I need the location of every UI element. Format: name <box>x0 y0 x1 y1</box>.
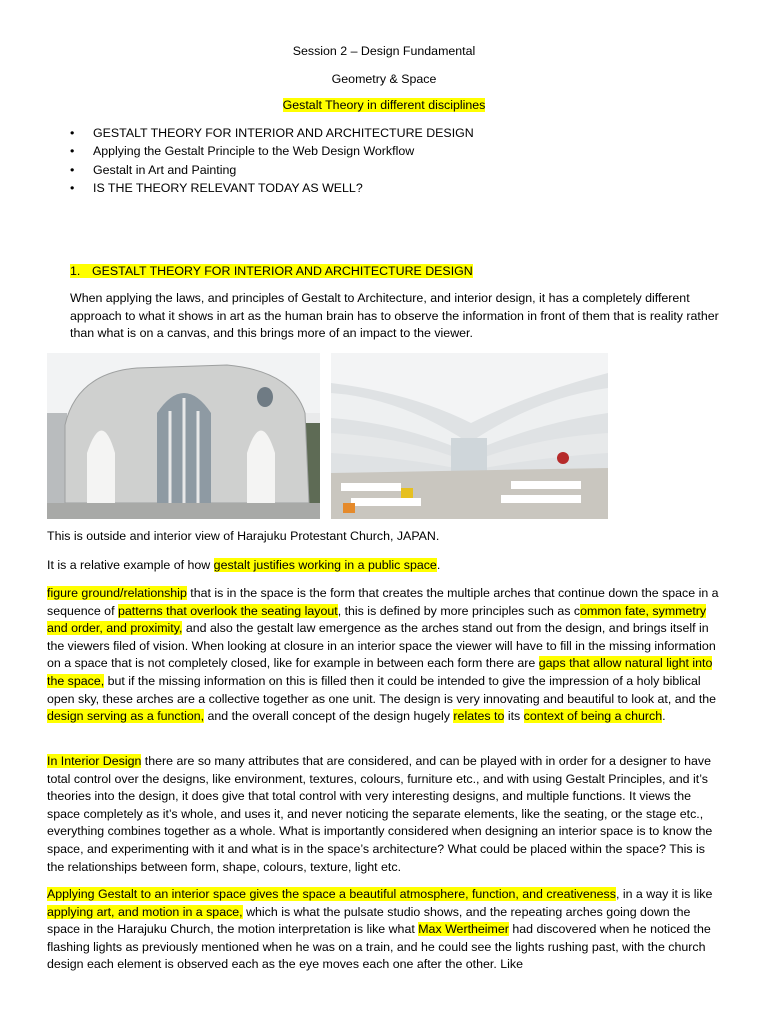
session-title: Session 2 – Design Fundamental <box>292 44 476 58</box>
photo-caption: This is outside and interior view of Harajuku Protestant Church, JAPAN. <box>47 529 440 543</box>
text-run: , this is defined by more principles such as c <box>337 603 581 618</box>
subtitle <box>0 97 768 115</box>
highlight: patterns that overlook the seating layout <box>117 603 338 618</box>
highlight: ommon fate, symmetry and order, and proximity, <box>47 603 707 636</box>
text-run: that is in the space is the form that creates the multiple arches that continue down the space in a sequence of <box>47 586 719 618</box>
text-run: there are so many attributes that are considered, and can be played with in order for a designer to have total control over the designs, like environment, textures, colours, furniture etc., and with using Gestalt Principles, and it’s theories into the design, it does give that total control with very interesting designs, and multiple functions. It views the space completely as it’s whole, and uses it, and never noticing the separate elements, like the seating, or the stage etc., everything combines together as a whole. What is importantly considered when designing an interior space is to know the space, and experimenting with it and what is in the space’s architecture? What could be placed within the space? This is the relationships between form, shape, colours, texture, light etc. <box>47 754 713 874</box>
text-run: , in a way it is like <box>615 887 713 901</box>
section-title: GESTALT THEORY FOR INTERIOR AND ARCHITECTURE DESIGN <box>92 264 473 278</box>
text-run: and also the gestalt law emergence as the arches stand out from the design, and brings itself in the viewers filed of vision. When looking at closure in an interior space the viewer will have to fill in the missing information on a space that is not completely closed, like for example in between each form there are <box>47 621 716 671</box>
highlight: relates to <box>453 709 505 724</box>
relative-text-b: . <box>436 558 441 572</box>
church-interior-photo <box>331 353 608 519</box>
highlight: design serving as a function, <box>47 709 205 724</box>
applying-gestalt-paragraph <box>47 886 721 974</box>
topic-list <box>70 125 474 198</box>
text-run: . <box>662 709 666 724</box>
highlight: gaps that allow natural light into the space, <box>47 656 713 688</box>
relative-text-a: It is a relative example of how <box>47 558 214 572</box>
highlight: figure ground/relationship <box>47 586 187 600</box>
list-item: • Gestalt in Art and Painting <box>70 162 474 180</box>
section-heading <box>70 263 473 281</box>
text-run: its <box>504 709 524 724</box>
text-run: and the overall concept of the design hugely <box>204 709 454 724</box>
text-run: had discovered when he noticed the flashing lights as previously mentioned when he was on a train, and he could see the lights rushing past, with the church design each element is observed each as the eye moves each one after the other. Like <box>47 922 711 972</box>
topic-title: Geometry & Space <box>331 72 437 86</box>
highlight: context of being a church <box>523 709 663 724</box>
figure-ground-paragraph <box>47 585 721 726</box>
church-exterior-photo <box>47 353 320 519</box>
list-item: • Applying the Gestalt Principle to the Web Design Workflow <box>70 143 474 161</box>
relative-paragraph <box>47 557 721 575</box>
highlight: gestalt justifies working in a public space <box>213 558 437 572</box>
highlight: In Interior Design <box>47 754 142 768</box>
list-item: • IS THE THEORY RELEVANT TODAY AS WELL? <box>70 180 474 198</box>
subtitle-text: Gestalt Theory in different disciplines <box>282 98 486 112</box>
highlight: applying art, and motion in a space, <box>47 904 243 919</box>
section-number: 1. <box>70 264 81 278</box>
highlight: Max Wertheimer <box>418 922 509 937</box>
text-run: but if the missing information on this is filled then it could be intended to give the impression of a holy biblical open sky, these arches are a collective together as one unit. The design is very innovating and beautiful to look at, and the <box>47 673 717 706</box>
list-item: • GESTALT THEORY FOR INTERIOR AND ARCHITECTURE DESIGN <box>70 125 474 143</box>
interior-design-paragraph <box>47 753 721 876</box>
text-run: which is what the pulsate studio shows, and the repeating arches going down the space in the Harajuku Church, the motion interpretation is like what <box>47 904 691 937</box>
intro-paragraph: When applying the laws, and principles of Gestalt to Architecture, and interior design, it has a completely different approach to what it shows in art as the human brain has to observe the information in front of them that is reality rather than what is on a canvas, and this brings more of an impact to the viewer. <box>70 291 719 341</box>
highlight: Applying Gestalt to an interior space gives the space a beautiful atmosphere, function, and creativeness <box>47 887 616 901</box>
